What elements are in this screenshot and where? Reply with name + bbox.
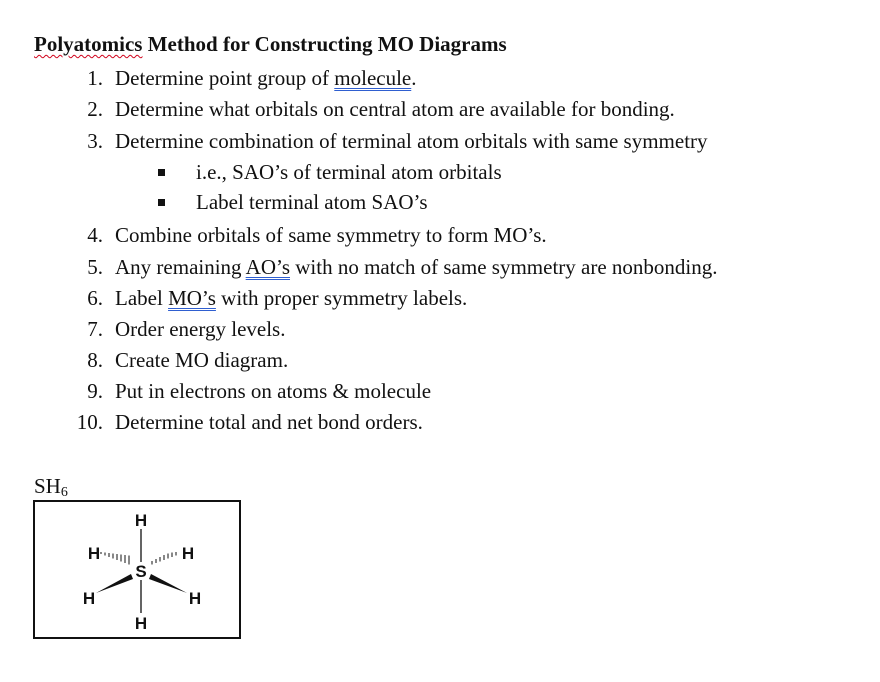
step-5	[87, 255, 718, 279]
bullet-marker	[158, 199, 165, 206]
structure-box	[33, 500, 241, 639]
step-text: Create MO diagram.	[115, 348, 289, 372]
step-text-end: with no match of same symmetry are nonbonding.	[290, 255, 718, 279]
step-number: 1.	[87, 66, 103, 90]
step-3	[87, 129, 708, 153]
step-number: 6.	[87, 286, 103, 310]
step-text-end: with proper symmetry labels.	[215, 286, 468, 310]
document-title	[34, 32, 507, 57]
step-text: Any remaining	[115, 255, 246, 279]
step-text: Order energy levels.	[115, 317, 286, 341]
bullet-marker	[158, 169, 165, 176]
formula-symbol: SH	[34, 474, 61, 498]
formula-subscript: 6	[60, 485, 68, 500]
atom-h-lower-right: H	[188, 589, 202, 608]
bond-wedge-left	[96, 574, 133, 593]
step-2	[87, 97, 675, 121]
molecule-formula	[34, 474, 68, 501]
step-text-end: .	[411, 66, 417, 90]
grammar-flag: molecule	[334, 66, 412, 90]
substep-2: Label terminal atom SAO’s	[196, 190, 428, 214]
step-number: 7.	[87, 317, 103, 341]
atom-h-lower-left: H	[82, 589, 96, 608]
step-text: Determine combination of terminal atom orbitals with same symmetry	[115, 129, 708, 153]
step-text: Combine orbitals of same symmetry to form MO’s.	[115, 223, 547, 247]
bond-hashed-left	[101, 552, 129, 565]
step-1	[87, 66, 417, 90]
step-text: Determine what orbitals on central atom are available for bonding.	[115, 97, 675, 121]
step-number: 8.	[87, 348, 103, 372]
bond-hashed-right	[152, 552, 176, 565]
grammar-flag: AO’s	[245, 255, 290, 279]
step-10	[76, 410, 423, 434]
title-first-word: Polyatomics	[34, 32, 143, 56]
step-7	[87, 317, 286, 341]
step-4	[87, 223, 547, 247]
bond-wedge-right	[149, 574, 187, 593]
step-number: 2.	[87, 97, 103, 121]
atom-h-bottom: H	[134, 614, 148, 633]
step-number: 10.	[76, 410, 103, 434]
atom-h-upper-left: H	[87, 544, 101, 563]
step-number: 3.	[87, 129, 103, 153]
step-number: 5.	[87, 255, 103, 279]
atom-s-center: S	[135, 562, 147, 581]
step-9	[87, 379, 432, 403]
step-8	[87, 348, 289, 372]
step-text: Determine point group of	[115, 66, 335, 90]
sh6-structure-svg	[35, 502, 239, 637]
atom-h-upper-right: H	[181, 544, 195, 563]
step-text: Determine total and net bond orders.	[115, 410, 423, 434]
title-rest: Method for Constructing MO Diagrams	[142, 32, 507, 56]
step-number: 9.	[87, 379, 103, 403]
step-text: Label	[115, 286, 169, 310]
atom-h-top: H	[134, 511, 148, 530]
grammar-flag: MO’s	[168, 286, 216, 310]
step-6	[87, 286, 468, 310]
substep-1: i.e., SAO’s of terminal atom orbitals	[196, 160, 502, 184]
step-number: 4.	[87, 223, 103, 247]
step-text: Put in electrons on atoms & molecule	[115, 379, 432, 403]
